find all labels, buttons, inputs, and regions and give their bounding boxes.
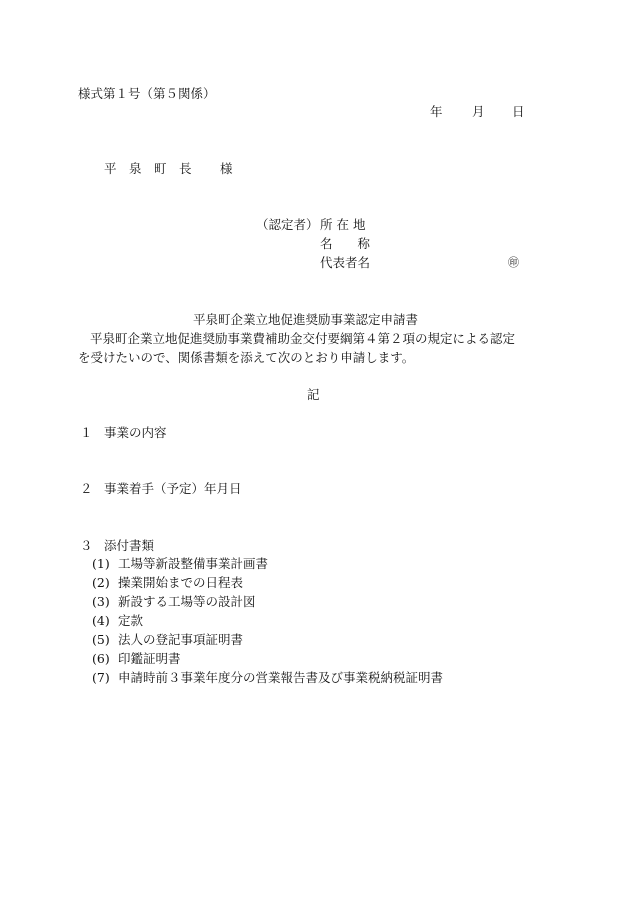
attachment-5-number: (5) [92,632,110,647]
date-day: 日 [512,104,525,119]
attachment-1-label: 工場等新設整備事業計画書 [118,556,269,571]
attachment-4-number: (4) [92,613,110,628]
applicant-label: （認定者） [256,217,319,232]
section-1-number: １ [80,425,93,440]
attachment-7-label: 申請時前３事業年度分の営業報告書及び事業税納税証明書 [118,670,444,685]
body-line-1: 平泉町企業立地促進奨励事業費補助金交付要綱第４第２項の規定による認定 [90,331,516,346]
section-3-label: 添付書類 [104,538,155,553]
section-1-label: 事業の内容 [104,425,167,440]
attachment-7-number: (7) [92,670,110,685]
addressee-honorific: 様 [220,161,233,176]
form-number: 様式第１号（第５関係） [78,86,216,101]
date-year: 年 [430,104,443,119]
address-label: 所 在 地 [320,217,366,232]
date-month: 月 [472,104,485,119]
attachment-3-label: 新設する工場等の設計図 [118,594,256,609]
attachment-2-number: (2) [92,575,110,590]
attachment-6-number: (6) [92,651,110,666]
section-3-number: ３ [80,538,93,553]
section-2-label: 事業着手（予定）年月日 [104,481,242,496]
ki-mark: 記 [307,387,320,402]
attachment-6-label: 印鑑証明書 [118,651,181,666]
section-2-number: ２ [80,481,93,496]
attachment-5-label: 法人の登記事項証明書 [118,632,244,647]
seal-mark: ㊞ [508,256,519,269]
addressee-name: 平 泉 町 長 [104,161,192,176]
document-title: 平泉町企業立地促進奨励事業認定申請書 [193,312,419,327]
body-line-2: を受けたいので、関係書類を添えて次のとおり申請します。 [78,350,415,365]
attachment-2-label: 操業開始までの日程表 [118,575,244,590]
attachment-1-number: (1) [92,556,110,571]
attachment-3-number: (3) [92,594,110,609]
name-label: 名 称 [320,236,371,251]
representative-label: 代表者名 [320,255,371,270]
attachment-4-label: 定款 [118,613,144,628]
